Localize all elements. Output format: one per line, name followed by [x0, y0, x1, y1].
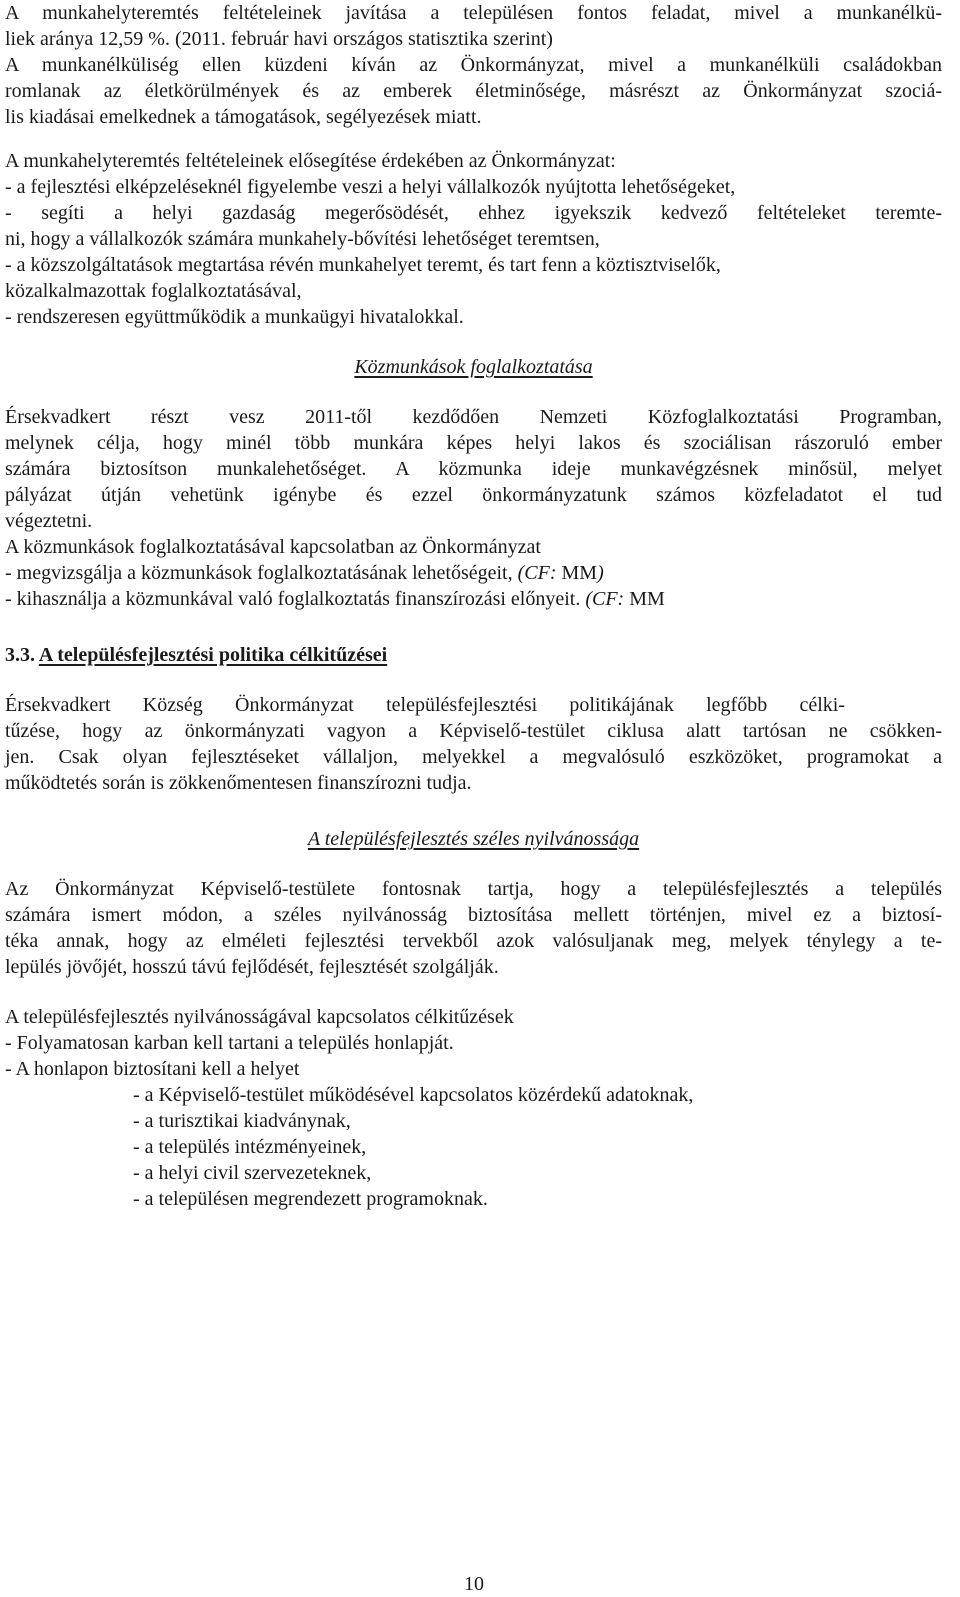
text-line: melynek célja, hogy minél több munkára képes helyi lakos és szociálisan rászoruló ember: [5, 432, 942, 454]
nyilvanossag-paragraph: [5, 876, 942, 980]
text-line: működtetés során is zökkenőmentesen finanszírozni tudja.: [5, 772, 472, 794]
document-page: [5, 0, 942, 1212]
sub-list-item: - a településen megrendezett programoknak.: [133, 1188, 488, 1210]
text-line: Az Önkormányzat Képviselő-testülete fontosnak tartja, hogy a településfejlesztés a település: [5, 878, 942, 900]
close-paren: ): [597, 562, 604, 584]
kozmunka-paragraph: [5, 404, 942, 612]
text-line: liek aránya 12,59 %. (2011. február havi országos statisztika szerint): [5, 28, 553, 50]
sub-list-item: - a Képviselő-testület működésével kapcsolatos közérdekű adatoknak,: [133, 1084, 694, 1106]
cf-label: (CF:: [585, 588, 625, 610]
text-line: végeztetni.: [5, 510, 93, 532]
munkahely-paragraph: [5, 148, 942, 330]
intro-paragraph: [5, 0, 942, 130]
cf-label: (CF:: [517, 562, 557, 584]
page-number: 10: [464, 1573, 484, 1595]
text-line: téka annak, hogy az elméleti fejlesztési tervekből azok valósuljanak meg, melyek ténylegy a te-: [5, 930, 942, 952]
kozmunka-title: Közmunkások foglalkoztatása: [354, 356, 593, 378]
sub-list-item: - a turisztikai kiadványnak,: [133, 1110, 351, 1132]
text-line: lepülés jövőjét, hosszú távú fejlődését, fejlesztését szolgálják.: [5, 956, 499, 978]
list-item-text: - kihasználja a közmunkával való foglalkoztatás finanszírozási előnyeit.: [5, 588, 586, 610]
text-line: A munkahelyteremtés feltételeinek elősegítése érdekében az Önkormányzat:: [5, 150, 616, 172]
text-line: pályázat útján vehetünk igénybe és ezzel önkormányzatunk számos közfeladatot el tud: [5, 484, 942, 506]
text-line: lis kiadásai emelkednek a támogatások, segélyezések miatt.: [5, 106, 482, 128]
text-line: jen. Csak olyan fejlesztéseket vállaljon, melyekkel a megvalósuló eszközöket, programokat a: [5, 746, 942, 768]
list-item: - rendszeresen együttműködik a munkaügyi hivatalokkal.: [5, 306, 464, 328]
text-line: közalkalmazottak foglalkoztatásával,: [5, 280, 302, 302]
text-line: Érsekvadkert részt vesz 2011-től kezdődően Nemzeti Közfoglalkoztatási Programban,: [5, 406, 942, 428]
sub-list-item: - a helyi civil szervezeteknek,: [133, 1162, 372, 1184]
text-line: A településfejlesztés nyilvánosságával kapcsolatos célkitűzések: [5, 1006, 514, 1028]
section33-paragraph: [5, 692, 942, 796]
text-line: számára biztosítson munkalehetőséget. A közmunka ideje munkavégzésnek minősül, melyet: [5, 458, 942, 480]
mm-label: MM: [624, 588, 665, 610]
list-item: - a közszolgáltatások megtartása révén munkahelyet teremt, és tart fenn a köztisztviselők,: [5, 254, 721, 276]
text-line: Érsekvadkert Község Önkormányzat településfejlesztési politikájának legfőbb célki-: [5, 694, 845, 716]
section-title: A településfejlesztési politika célkitűzései: [38, 644, 388, 666]
section-number: 3.3.: [5, 644, 35, 666]
text-line: A munkahelyteremtés feltételeinek javítása a településen fontos feladat, mivel a munkanélkü-: [5, 2, 942, 24]
list-item-text: - megvizsgálja a közmunkások foglalkoztatásának lehetőségeit,: [5, 562, 518, 584]
list-item: - segíti a helyi gazdaság megerősödését, ehhez igyekszik kedvező feltételeket teremte-: [5, 202, 942, 224]
sub-list-item: - a település intézményeinek,: [133, 1136, 367, 1158]
text-line: számára ismert módon, a széles nyilvánosság biztosítása mellett történjen, mivel ez a biztosí-: [5, 904, 942, 926]
list-item: - a fejlesztési elképzeléseknél figyelembe veszi a helyi vállalkozók nyújtotta lehetőségeket,: [5, 176, 736, 198]
celkituzesek-list: [5, 1004, 942, 1212]
text-line: A munkanélküliség ellen küzdeni kíván az Önkormányzat, mivel a munkanélküli családokban: [5, 54, 942, 76]
text-line: A közmunkások foglalkoztatásával kapcsolatban az Önkormányzat: [5, 536, 541, 558]
text-line: ni, hogy a vállalkozók számára munkahely-bővítési lehetőséget teremtsen,: [5, 228, 600, 250]
list-item: [5, 586, 942, 612]
list-item: - Folyamatosan karban kell tartani a település honlapját.: [5, 1032, 454, 1054]
nyilvanossag-title: A településfejlesztés széles nyilvánossága: [307, 828, 640, 850]
list-item: - A honlapon biztosítani kell a helyet: [5, 1058, 300, 1080]
text-line: romlanak az életkörülmények és az emberek életminősége, másrészt az Önkormányzat szociá-: [5, 80, 942, 102]
mm-label: MM: [556, 562, 598, 584]
section-heading: [5, 642, 942, 668]
list-item: [5, 560, 942, 586]
text-line: tűzése, hogy az önkormányzati vagyon a Képviselő-testület ciklusa alatt tartósan ne csökken-: [5, 720, 942, 742]
